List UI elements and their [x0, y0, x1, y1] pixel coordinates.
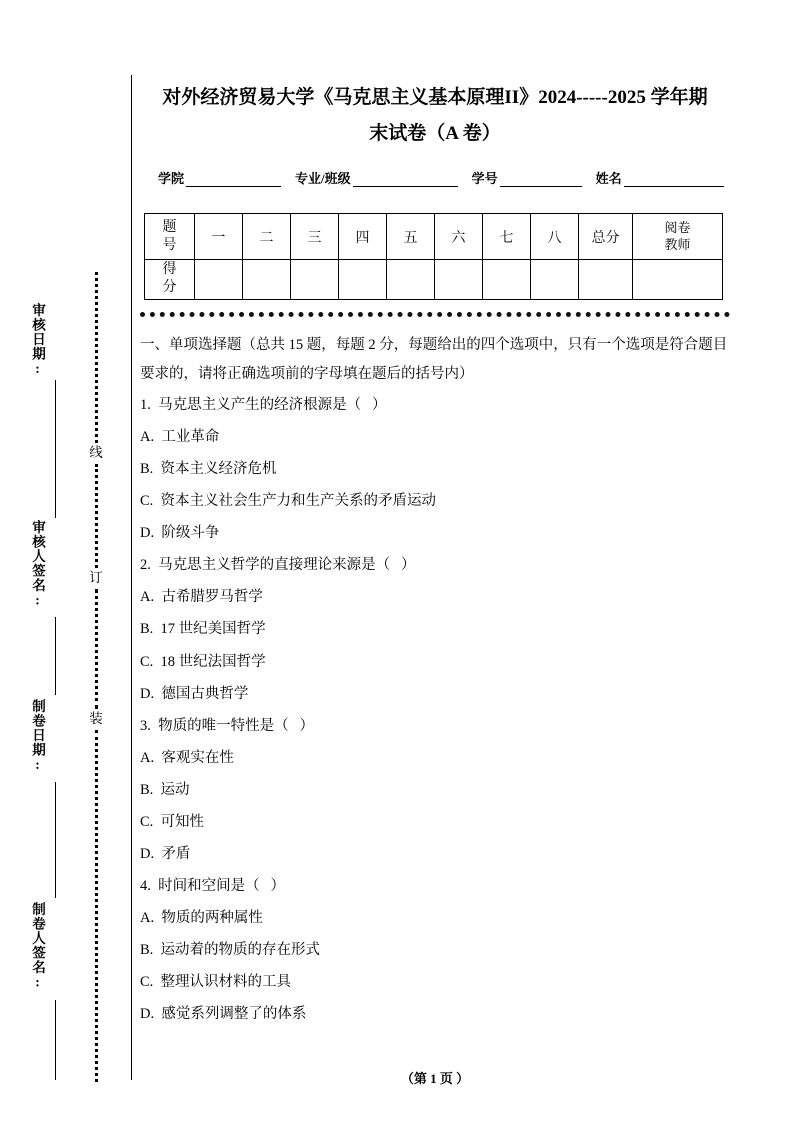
question-section — [140, 331, 730, 1025]
question-2-option-d: D. 德国古典哲学 — [140, 685, 249, 702]
dotted-separator — [140, 312, 730, 317]
section-heading: 一、单项选择题（总共 15 题，每题 2 分，每题给出的四个选项中，只有一个选项是符合题目要求的，请将正确选项前的字母填在题后的括号内） — [140, 336, 728, 383]
major-class-blank — [353, 170, 458, 187]
name-label: 姓名 — [595, 171, 622, 187]
page-number: （第 1 页 ） — [400, 1071, 470, 1086]
col-4: 四 — [339, 214, 387, 260]
question-4-option-c: C. 整理认识材料的工具 — [140, 974, 292, 991]
question-2-option-c: C. 18 世纪法国哲学 — [140, 653, 266, 670]
score-cell — [291, 260, 339, 299]
paper-maker-signature-label: 制卷人签名: — [30, 902, 45, 991]
col-6: 六 — [435, 214, 483, 260]
score-cell — [195, 260, 243, 299]
binding-char-ding: 订 — [89, 569, 103, 585]
review-date-label: 审核日期: — [30, 303, 45, 377]
question-1-option-c: C. 资本主义社会生产力和生产关系的矛盾运动 — [140, 493, 437, 510]
binding-char-xian: 线 — [89, 445, 103, 461]
question-1-option-d: D. 阶级斗争 — [140, 525, 220, 542]
question-4-option-b: B. 运动着的物质的存在形式 — [140, 942, 321, 959]
paper-title — [140, 80, 730, 152]
score-table-header-row — [145, 214, 723, 260]
question-3-stem: 3. 物质的唯一特性是（ ） — [140, 717, 314, 734]
question-4-option-a: A. 物质的两种属性 — [140, 910, 263, 926]
binding-segment — [95, 464, 98, 568]
col-7: 七 — [483, 214, 531, 260]
score-cell — [531, 260, 579, 299]
content-left-border — [131, 75, 132, 1080]
student-id-label: 学号 — [471, 171, 498, 187]
question-4-option-d: D. 感觉系列调整了的体系 — [140, 1006, 307, 1023]
score-cell — [339, 260, 387, 299]
question-2-stem: 2. 马克思主义哲学的直接理论来源是（ ） — [140, 557, 416, 574]
col-1: 一 — [195, 214, 243, 260]
review-date-signature-line — [55, 380, 56, 518]
reviewer-signature-line — [55, 617, 56, 695]
name-blank — [624, 170, 724, 187]
reviewer-signature-label: 审核人签名: — [30, 520, 45, 609]
question-3-option-a: A. 客观实在性 — [140, 749, 234, 766]
binding-char-zhuang: 装 — [89, 711, 103, 727]
score-cell — [483, 260, 531, 299]
col-5: 五 — [387, 214, 435, 260]
paper-title-line2: 末试卷（A 卷） — [369, 123, 501, 145]
score-table — [144, 213, 723, 299]
question-number-corner-cell: 题号 — [145, 214, 195, 260]
paper-made-date-label: 制卷日期: — [30, 699, 45, 773]
question-3-option-d: D. 矛盾 — [140, 845, 191, 862]
question-3-option-b: B. 运动 — [140, 781, 190, 798]
binding-dotted-line — [88, 272, 104, 1082]
question-2-option-b: B. 17 世纪美国哲学 — [140, 621, 266, 638]
student-info-row — [140, 168, 730, 187]
question-4-stem: 4. 时间和空间是（ ） — [140, 877, 285, 894]
question-1-option-a: A. 工业革命 — [140, 429, 220, 446]
major-class-label: 专业/班级 — [295, 171, 351, 187]
question-1-option-b: B. 资本主义经济危机 — [140, 461, 277, 478]
college-label: 学院 — [158, 171, 185, 187]
score-cell — [435, 260, 483, 299]
student-id-blank — [500, 170, 582, 187]
content-area — [140, 80, 730, 1037]
paper-maker-signature-line — [55, 1000, 56, 1080]
paper-title-line1: 对外经济贸易大学《马克思主义基本原理II》2024-----2025 学年期 — [162, 87, 708, 108]
score-row — [145, 260, 723, 299]
grader-header: 阅卷教师 — [633, 214, 723, 260]
question-3-option-c: C. 可知性 — [140, 813, 205, 830]
col-8: 八 — [531, 214, 579, 260]
question-2-option-a: A. 古希腊罗马哲学 — [140, 589, 263, 606]
score-cell — [243, 260, 291, 299]
score-cell — [579, 260, 633, 299]
question-1-stem: 1. 马克思主义产生的经济根源是（ ） — [140, 397, 387, 413]
college-blank — [186, 170, 281, 187]
binding-segment — [95, 272, 98, 443]
score-cell — [633, 260, 723, 299]
binding-segment — [95, 589, 98, 710]
score-label-cell: 得分 — [145, 260, 195, 299]
paper-made-date-line — [55, 782, 56, 898]
col-2: 二 — [243, 214, 291, 260]
score-cell — [387, 260, 435, 299]
binding-segment — [95, 730, 98, 1082]
col-3: 三 — [291, 214, 339, 260]
total-score-header: 总分 — [579, 214, 633, 260]
